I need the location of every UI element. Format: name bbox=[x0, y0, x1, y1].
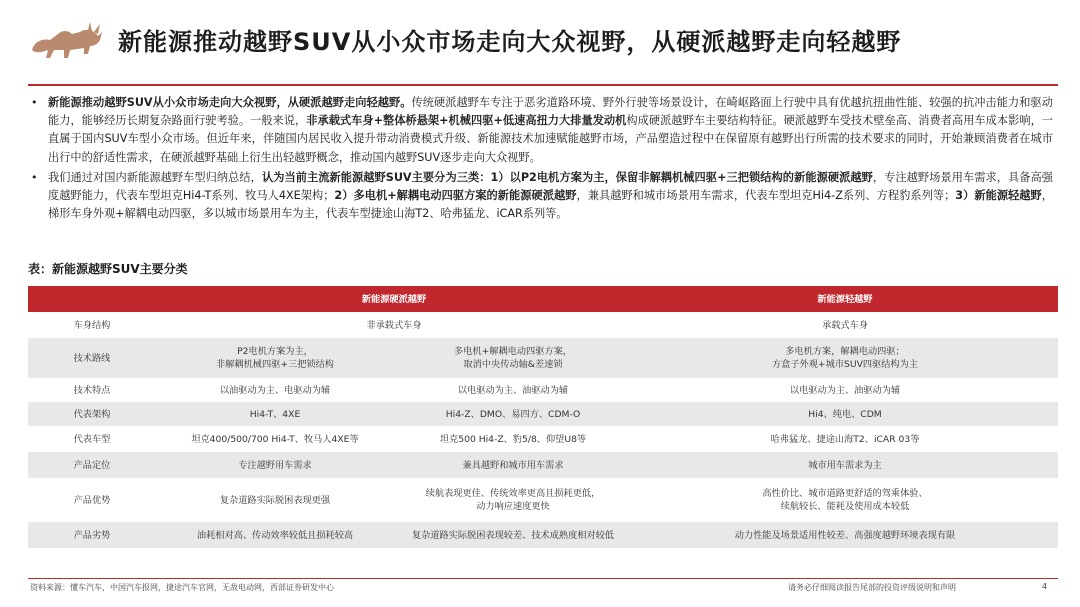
table-cell: 哈弗猛龙、捷途山海T2、iCAR 03等 bbox=[632, 426, 1058, 452]
row-label: 技术特点 bbox=[28, 378, 156, 402]
table-caption: 表：新能源越野SUV主要分类 bbox=[28, 262, 188, 276]
table-cell: 以电驱动为主、油驱动为辅 bbox=[394, 378, 632, 402]
table-cell: P2电机方案为主， 非解耦机械四驱+三把锁结构 bbox=[156, 338, 394, 378]
table-row bbox=[28, 452, 1058, 478]
header-cell: 新能源硬派越野 bbox=[156, 286, 632, 312]
bullet-emphasis: 非承载式车身+整体桥悬架+机械四驱+低速高扭力大排量发动机 bbox=[306, 114, 627, 128]
table-row bbox=[28, 338, 1058, 378]
header-cell: 新能源轻越野 bbox=[632, 286, 1058, 312]
table-cell: Hi4-T、4XE bbox=[156, 402, 394, 426]
bullet-paragraph bbox=[28, 94, 1053, 167]
bullet-text: ，梯形车身外观+解耦电动四驱，多以城市场景用车为主，代表车型捷途山海T2、哈弗猛龙、iCAR系列等。 bbox=[48, 189, 1053, 221]
table-cell: 复杂道路实际脱困表现较差、技术成熟度相对较低 bbox=[394, 522, 632, 548]
bullet-dot: • bbox=[31, 96, 38, 109]
title-bar bbox=[0, 0, 1080, 86]
table-cell: 油耗相对高、传动效率较低且损耗较高 bbox=[156, 522, 394, 548]
table-cell: 以电驱动为主、油驱动为辅 bbox=[632, 378, 1058, 402]
bullet-text: 构成硬派越野车主要结构特征。硬派越野车受技术壁垒高、消费者高用车成本影响，一直属于国内SUV车型小众市场。但近年来，伴随国内居民收入提升带动消费模式升级、新能源技术加速赋能越野市场，产品塑造过程中在保留原有越野出行所需的技术要求的同时，开始兼顾消费者在城市出行中的舒适性需求，在硬派越野基础上衍生出轻越野概念，推动国内越野SUV逐步走向大众视野。 bbox=[48, 114, 1053, 164]
classification-table bbox=[28, 286, 1058, 548]
table-cell: 多电机+解耦电动四驱方案， 取消中央传动轴&差速锁 bbox=[394, 338, 632, 378]
bullet-emphasis: 认为当前主流新能源越野SUV主要分为三类：1）以P2电机方案为主，保留非解耦机械四驱+三把锁结构的新能源硬派越野 bbox=[261, 170, 873, 184]
table-header-row bbox=[28, 286, 1058, 312]
row-label: 技术路线 bbox=[28, 338, 156, 378]
disclaimer: 请务必仔细阅读报告尾部的投资评级说明和声明 bbox=[788, 583, 956, 592]
row-label: 车身结构 bbox=[28, 312, 156, 338]
table-cell: 高性价比、城市道路更舒适的驾乘体验、 续航较长、能耗及使用成本较低 bbox=[632, 478, 1058, 522]
row-label: 代表架构 bbox=[28, 402, 156, 426]
table-cell: 多电机方案，解耦电动四驱； 方盒子外观+城市SUV四驱结构为主 bbox=[632, 338, 1058, 378]
table-cell: 坦克500 Hi4-Z、豹5/8、仰望U8等 bbox=[394, 426, 632, 452]
bullet-text: ，专注越野场景用车需求，具备高强度越野能力，代表车型坦克Hi4-T系列、牧马人4XE架构； bbox=[48, 170, 1053, 203]
row-label: 产品优势 bbox=[28, 478, 156, 522]
table-cell: 动力性能及场景适用性较差、高强度越野环境表现有限 bbox=[632, 522, 1058, 548]
source-note: 资料来源：懂车汽车，中国汽车报网，捷途汽车官网，无敌电动网，西部证券研发中心 bbox=[30, 583, 334, 592]
table-cell: 以油驱动为主、电驱动为辅 bbox=[156, 378, 394, 402]
table-cell: Hi4、纯电、CDM bbox=[632, 402, 1058, 426]
table-row bbox=[28, 312, 1058, 338]
footer-rule bbox=[28, 578, 1058, 579]
bull-icon bbox=[28, 20, 104, 66]
bullet-emphasis: 3）新能源轻越野 bbox=[955, 189, 1042, 203]
title-rule bbox=[28, 84, 1058, 86]
bullet-paragraph bbox=[28, 169, 1053, 224]
table-cell: 续航表现更佳、传统效率更高且损耗更低， 动力响应速度更快 bbox=[394, 478, 632, 522]
bullet-text: 传统硬派越野车专注于恶劣道路环境、野外行驶等场景设计，在崎岖路面上行驶中具有优越抗扭曲性能、较强的抗冲击能力和驱动能力，能够经历长期复杂路面行驶考验。一般来说， bbox=[48, 96, 1053, 128]
bullet-text: 我们通过对国内新能源越野车型归纳总结， bbox=[48, 170, 262, 184]
table-cell: 承载式车身 bbox=[632, 312, 1058, 338]
bullet-dot: • bbox=[31, 170, 38, 184]
page-number: 4 bbox=[1042, 582, 1048, 591]
table-cell: 坦克400/500/700 Hi4-T、牧马人4XE等 bbox=[156, 426, 394, 452]
table-row bbox=[28, 378, 1058, 402]
bullet-emphasis: 2）多电机+解耦电动四驱方案的新能源硬派越野 bbox=[334, 189, 577, 203]
row-label: 产品定位 bbox=[28, 452, 156, 478]
bullet-emphasis: 新能源推动越野SUV从小众市场走向大众视野，从硬派越野走向轻越野。 bbox=[48, 96, 412, 109]
table-cell: 非承载式车身 bbox=[156, 312, 632, 338]
table-cell: 城市用车需求为主 bbox=[632, 452, 1058, 478]
row-label: 产品劣势 bbox=[28, 522, 156, 548]
table-cell: 兼具越野和城市用车需求 bbox=[394, 452, 632, 478]
table-row bbox=[28, 478, 1058, 522]
table-cell: 复杂道路实际脱困表现更强 bbox=[156, 478, 394, 522]
row-label: 代表车型 bbox=[28, 426, 156, 452]
bullet-list bbox=[28, 94, 1053, 225]
header-cell bbox=[28, 286, 156, 312]
page-title: 新能源推动越野SUV从小众市场走向大众视野，从硬派越野走向轻越野 bbox=[118, 28, 902, 56]
table-cell: 专注越野用车需求 bbox=[156, 452, 394, 478]
table-row bbox=[28, 522, 1058, 548]
bullet-text: ，兼具越野和城市场景用车需求，代表车型坦克Hi4-Z系列、方程豹系列等； bbox=[576, 189, 956, 203]
table-cell: Hi4-Z、DMO、易四方、CDM-O bbox=[394, 402, 632, 426]
table-row bbox=[28, 426, 1058, 452]
table-row bbox=[28, 402, 1058, 426]
